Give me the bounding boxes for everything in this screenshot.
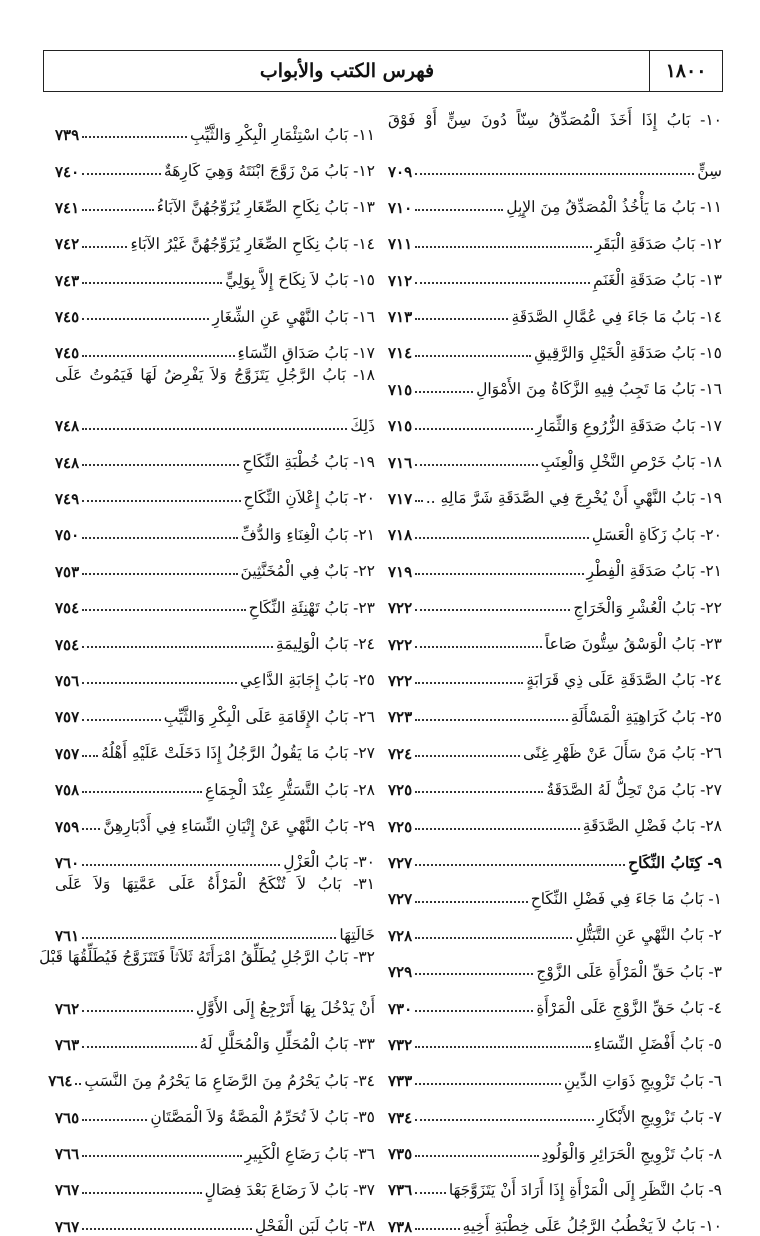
toc-entry [55,799,375,835]
toc-entry [388,254,722,290]
dot-leader [415,318,508,320]
toc-entry-page: ٧٢٧ [388,890,413,909]
dot-leader [415,1010,533,1012]
toc-entry [55,254,375,290]
toc-entry-title: ٢٦- بَابُ مَنْ سَأَلَ عَنْ ظَهْرِ غِنًى [523,744,722,763]
toc-entry-page: ٧٤٢ [55,235,80,254]
toc-entry-page: ٧٥٧ [55,708,80,727]
dot-leader [415,682,523,684]
toc-entry [55,326,375,362]
page-header [43,50,723,92]
toc-entry-title: ٣٠- بَابُ الْعَزْلِ [283,853,375,872]
toc-entry-title: ١٨- بَابُ خَرْصِ النَّخْلِ وَالْعِنَبِ [540,453,722,472]
dot-leader [415,755,520,757]
toc-entry [55,1127,375,1163]
toc-entry-title: ١٠- بَابُ إِذَا أَخَذَ الْمُصَدِّقُ سِنّاً دُونَ سِنٍّ أَوْ فَوْقَ [388,111,722,129]
dot-leader [82,318,209,320]
toc-entry-title: ١٧- بَابُ صَدَاقِ النِّسَاءِ [237,343,375,362]
dot-leader [82,682,237,684]
toc-entry-page: ٧٣٤ [388,1108,413,1127]
toc-entry [55,909,375,945]
toc-entry [48,1054,375,1091]
toc-entry-page: ٧٢٢ [388,635,413,654]
toc-entry-page: ٧١١ [388,235,413,254]
toc-entry-title: ٢٣- بَابُ تَهْنِئَةِ النِّكَاحِ [248,598,375,617]
toc-entry-title: ٢٠- بَابُ زَكَاةِ الْعَسَلِ [591,525,722,544]
toc-entry-page: ٧٥٩ [55,817,80,836]
dot-leader [415,282,590,284]
toc-entry-title: ٣٥- بَابُ لاَ تُحَرِّمُ الْمَصَّةُ وَلاَ الْمَصَّتَانِ [150,1108,375,1127]
toc-entry-title: ٢١- بَابُ الْغِنَاءِ وَالدُّفِّ [240,525,375,544]
toc-entry [388,436,722,472]
toc-entry-title: ٢٨- بَابُ فَضْلِ الصَّدَقَةِ [582,817,722,835]
toc-entry-title: ٢٣- بَابُ الْوَسْقُ سِتُّونَ صَاعاً [544,635,722,654]
toc-entry-title: ١- بَابُ مَا جَاءَ فِي فَضْلِ النِّكَاحِ [530,889,722,908]
toc-entry-title: ٢٥- بَابُ إِجَابَةِ الدَّاعِي [239,671,375,690]
dot-leader [82,428,347,430]
toc-entry-title: ٣٦- بَابُ رَضَاعِ الْكَبِيرِ [244,1144,375,1163]
toc-entry-title: ٩- كِتَابُ النِّكَاحِ [628,853,722,873]
toc-entry [388,909,722,945]
toc-entry [388,144,722,180]
dot-leader [82,500,240,502]
toc-entry-title: ذَلِكَ [350,416,375,435]
toc-entry-title: ٣٧- بَابُ لاَ رَضَاعَ بَعْدَ فِصَالٍ [204,1180,375,1199]
toc-entry [55,981,375,1017]
toc-entry-page: ٧٢٣ [388,708,413,727]
toc-entry [55,617,375,653]
toc-entry [55,508,375,544]
toc-entry [388,290,722,326]
toc-entry-page: ٧٢٥ [388,781,413,800]
toc-entry [55,763,375,799]
toc-entry-title: خَالَتِهَا [339,926,375,945]
toc-entry-title: ٣١- بَابُ لاَ تُنْكَحُ الْمَرْأَةُ عَلَى عَمَّتِهَا وَلاَ عَلَى [55,875,375,894]
toc-entry [388,763,722,799]
toc-entry [55,690,375,726]
toc-entry [388,508,722,544]
toc-entry-page: ٧٦١ [55,926,80,945]
toc-entry-page: ٧٤١ [55,198,80,217]
toc-entry-page: ٧٢٢ [388,672,413,690]
toc-entry [55,436,375,472]
toc-entry [55,181,375,217]
toc-entry [388,108,722,144]
toc-entry-page: ٧٦٢ [55,999,80,1018]
dot-leader [82,1192,201,1194]
toc-entry-page: ٧٢٤ [388,744,413,763]
toc-entry-page: ٧٤٥ [55,308,80,327]
toc-entry-page: ٧٦٧ [55,1217,80,1236]
toc-entry [388,654,722,690]
toc-entry-page: ٧٤٠ [55,162,80,181]
toc-entry [388,1163,722,1199]
toc-entry [388,690,722,726]
dot-leader [75,1083,81,1085]
dot-leader [415,1155,538,1157]
toc-entry-title: ٢- بَابُ النَّهْيِ عَنِ التَّبَتُّلِ [575,926,722,945]
toc-entry-page: ٧٥٣ [55,562,80,581]
toc-column-left [39,108,375,1236]
toc-entry [388,545,722,581]
toc-entry-page: ٧٦٦ [55,1145,80,1164]
toc-entry-title: ٧- بَابُ تَزْوِيجِ الأَبْكَارِ [597,1108,722,1127]
toc-entry-title: ١٤- بَابُ مَا جَاءَ فِي عُمَّالِ الصَّدَقَةِ [511,307,722,326]
toc-entry [388,1200,722,1236]
toc-entry [388,981,722,1017]
toc-entry-page: ٧٦٣ [55,1035,80,1054]
toc-entry-title: ١٩- بَابُ النَّهْيِ أَنْ يُخْرِجَ فِي الصَّدَقَةِ شَرَّ مَالِهِ .. [425,489,722,508]
toc-entry-title: ٢٢- بَابُ الْعُشْرِ وَالْخَرَاجِ [573,598,722,617]
toc-entry-title: ٣٣- بَابُ الْمُحَلِّلِ وَالْمُحَلَّلِ لَهُ [199,1035,375,1054]
toc-entry-page: ٧١٨ [388,526,413,545]
dot-leader [82,609,245,611]
dot-leader [415,1119,594,1121]
toc-entry-page: ٧١٤ [388,344,413,363]
dot-leader [415,646,542,648]
toc-entry [55,290,375,326]
page-title: فهرس الكتب والأبواب [259,60,435,82]
toc-entry-title: ١١- بَابُ اسْتِئْمَارِ الْبِكْرِ وَالثَّيِّبِ [190,125,375,144]
dot-leader [415,209,503,211]
dot-leader [82,1228,252,1230]
dot-leader [415,791,543,793]
toc-entry [388,727,722,763]
toc-entry-page: ٧٢٢ [388,599,413,618]
dot-leader [415,428,532,430]
toc-entry-title: ١٥- بَابُ لاَ نِكَاحَ إِلاَّ بِوَلِيٍّ [225,271,375,290]
toc-entry-title: ٣٤- بَابُ يَحْرُمُ مِنَ الرَّضَاعِ مَا يَحْرُمُ مِنَ النَّسَبِ [84,1071,375,1090]
dot-leader [415,609,570,611]
toc-entry-title: ٢٩- بَابُ النَّهْيِ عَنْ إِتْيَانِ النِّسَاءِ فِي أَدْبَارِهِنَّ [103,817,375,835]
toc-entry-title: سِنٍّ [697,161,722,180]
toc-entry-page: ٧٤٨ [55,417,80,436]
toc-entry-page: ٧٢٥ [388,817,413,836]
toc-entry [388,836,722,872]
toc-entry [388,326,722,362]
toc-entry-page: ٧١٦ [388,453,413,472]
toc-entry [55,545,375,581]
toc-entry [55,217,375,253]
toc-entry [55,727,375,763]
toc-entry-title: ٨- بَابُ تَزْوِيجِ الْحَرَائِرِ وَالْوَلُودِ [541,1144,722,1163]
toc-entry-page: ٧٥٧ [55,744,80,763]
toc-entry [388,217,722,253]
toc-entry-page: ٧٥٦ [55,672,80,690]
toc-entry-title: ٢٦- بَابُ الإِقَامَةِ عَلَى الْبِكْرِ وَالثَّيِّبِ [163,707,375,726]
toc-entry-page: ٧١٥ [388,380,413,399]
page-number: ١٨٠٠ [649,51,722,91]
toc-entry [388,363,722,399]
toc-entry [55,872,375,908]
dot-leader [415,573,583,575]
toc-entry-title: ٢٢- بَابٌ فِي الْمُخَنَّثِينَ [240,562,375,581]
dot-leader [415,537,589,539]
dot-leader [82,791,202,793]
toc-entry-page: ٧٤٥ [55,344,80,363]
dot-leader [82,136,187,138]
toc-entry-title: ١٨- بَابُ الرَّجُلِ يَتَزَوَّجُ وَلاَ يَفْرِضُ لَهَا فَيَمُوتُ عَلَى [55,365,375,384]
toc-entry [55,1163,375,1199]
toc-column-right [388,108,722,1236]
dot-leader [82,828,100,830]
dot-leader [415,1228,459,1230]
toc-entry-title: ٣- بَابُ حَقِّ الْمَرْأَةِ عَلَى الزَّوْجِ [536,962,722,981]
dot-leader [415,1083,561,1085]
dot-leader [82,646,273,648]
toc-entry-page: ٧٣٥ [388,1145,413,1164]
toc-entry-title: ٦- بَابُ تَزْوِيجِ ذَوَاتِ الدِّينِ [563,1071,722,1090]
toc-entry [55,363,375,399]
toc-entry-page: ٧٢٩ [388,963,413,982]
toc-entry-title: ٥- بَابُ أَفْضَلِ النِّسَاءِ [593,1035,722,1054]
toc-entry-page: ٧٠٩ [388,162,413,181]
toc-entry-page: ٧٣٠ [388,999,413,1018]
toc-entry [55,581,375,617]
toc-entry-title: ٣٨- بَابُ لَبَنِ الْفَحْلِ [254,1217,375,1236]
toc-entry-page: ٧٥٨ [55,781,80,800]
dot-leader [82,755,98,757]
dot-leader [82,355,234,357]
toc-entry-title: ١٧- بَابُ صَدَقَةِ الزُّرُوعِ وَالثِّمَارِ [535,416,722,435]
dot-leader [415,828,580,830]
dot-leader [415,355,531,357]
toc-entry-page: ٧٣٩ [55,126,80,145]
toc-entry [55,399,375,435]
toc-entry-page: ٧١٥ [388,417,413,436]
toc-entry [388,399,722,435]
toc-entry [388,1018,722,1054]
dot-leader [82,537,238,539]
toc-entry-title: ٢٥- بَابُ كَرَاهِيَةِ الْمَسْأَلَةِ [570,707,722,726]
toc-entry-title: ١٣- بَابُ صَدَقَةِ الْغَنَمِ [593,271,722,290]
toc-entry-page: ٧١٢ [388,271,413,290]
toc-entry-page: ٧٤٣ [55,271,80,290]
dot-leader [82,282,222,284]
toc-entry-title: ٩- بَابُ النَّظَرِ إِلَى الْمَرْأَةِ إِذَا أَرَادَ أَنْ يَتَزَوَّجَهَا [448,1180,722,1199]
toc-entry-page: ٧٤٨ [55,453,80,472]
dot-leader [415,1046,590,1048]
toc-entry-page: ٧٦٥ [55,1108,80,1127]
dot-leader [415,937,572,939]
toc-entry-title: ٤- بَابُ حَقِّ الزَّوْجِ عَلَى الْمَرْأَةِ [536,998,722,1017]
toc-entry-title: ١٠- بَابُ لاَ يَخْطُبُ الرَّجُلُ عَلَى خِطْبَةِ أَخِيهِ [462,1217,722,1236]
toc-entry-title: ١٢- بَابُ مَنْ زَوَّجَ ابْنَتَهُ وَهِيَ كَارِهَةٌ [163,161,375,180]
toc-entry [388,617,722,653]
toc-entry-title: ١٦- بَابُ مَا تَجِبُ فِيهِ الزَّكَاةُ مِنَ الأَمْوَالِ [476,380,722,399]
toc-entry-title: ٢٠- بَابُ إِعْلاَنِ النِّكَاحِ [243,489,375,508]
toc-entry-page: ٧٦٤ [48,1072,73,1091]
toc-entry-title: ١٦- بَابُ النَّهْيِ عَنِ الشِّغَارِ [212,307,375,326]
toc-entry-page: ٧٥٤ [55,635,80,654]
dot-leader [415,901,528,903]
dot-leader [82,246,127,248]
toc-entry-title: أَنْ يَدْخُلَ بِهَا أَتَرْجِعُ إِلَى الأَوَّلِ [195,998,375,1017]
toc-entry [55,654,375,690]
toc-entry [388,1054,722,1090]
toc-entry [388,945,722,981]
toc-entry-page: ٧١٧ [388,490,413,509]
dot-leader [82,864,280,866]
toc-entry-page: ٧٤٩ [55,490,80,509]
toc-entry-page: ٧١٩ [388,562,413,581]
toc-entry [388,799,722,835]
dot-leader [415,173,694,175]
toc-entry-page: ٧٦٠ [55,853,80,872]
toc-entry-title: ١٥- بَابُ صَدَقَةِ الْخَيْلِ وَالرَّقِيقِ [534,343,722,362]
toc-entry [55,836,375,872]
toc-entry-title: ١٤- بَابُ نِكَاحِ الصِّغَارِ يُزَوِّجُهُنَّ غَيْرُ الآبَاءِ [130,234,375,253]
toc-entry-title: ٣٢- بَابُ الرَّجُلِ يُطَلِّقُ امْرَأَتَهُ ثَلاَثاً فَتَتَزَوَّجُ فَيُطَلِّقُهَا قَبْلَ [39,947,375,966]
toc-entry [388,872,722,908]
dot-leader [82,1155,241,1157]
dot-leader [82,937,336,939]
toc-entry-title: ١١- بَابُ مَا يَأْخُذُ الْمُصَدِّقُ مِنَ الإِبِلِ [506,198,722,217]
toc-entry-page: ٧٣٢ [388,1035,413,1054]
dot-leader [415,464,537,466]
toc-entry-title: ٢٧- بَابُ مَنْ تَحِلُّ لَهُ الصَّدَقَةُ [546,780,722,799]
toc-entry-page: ٧٣٨ [388,1217,413,1236]
toc-entry-page: ٧١٣ [388,308,413,327]
dot-leader [415,973,533,975]
dot-leader [82,1046,196,1048]
toc-entry-title: ٢١- بَابُ صَدَقَةِ الْفِطْرِ [586,562,722,581]
dot-leader [415,1192,446,1194]
dot-leader [82,719,161,721]
toc-entry-title: ٢٨- بَابُ التَّسَتُّرِ عِنْدَ الْجِمَاعِ [204,780,375,799]
toc-entry [55,108,375,144]
toc-entry-page: ٧٣٣ [388,1072,413,1091]
toc-entry [388,1127,722,1163]
toc-entry [388,581,722,617]
toc-entry-page: ٧١٠ [388,198,413,217]
toc-entry-title: ٢٤- بَابُ الْوَلِيمَةِ [275,635,375,654]
dot-leader [82,209,154,211]
toc-entry-page: ٧٣٦ [388,1181,413,1200]
toc-entry-title: ٢٤- بَابُ الصَّدَقَةِ عَلَى ذِي قَرَابَةٍ [526,671,722,690]
toc-entry-page: ٧٢٨ [388,926,413,945]
toc-entry [388,181,722,217]
toc-entry-page: ٧٥٤ [55,599,80,618]
toc-entry [39,945,375,981]
toc-entry [388,472,722,508]
toc-entry-title: ١٢- بَابُ صَدَقَةِ الْبَقَرِ [594,234,722,253]
dot-leader [415,391,473,393]
toc-entry [55,144,375,180]
dot-leader [82,573,237,575]
dot-leader [82,464,239,466]
toc-entry [55,472,375,508]
toc-entry-page: ٧٢٧ [388,853,413,872]
toc-entry [55,1200,375,1236]
dot-leader [82,173,161,175]
toc-entry-page: ٧٥٠ [55,526,80,545]
dot-leader [415,246,591,248]
toc-entry-page: ٧٦٧ [55,1181,80,1200]
toc-entry-title: ٢٧- بَابُ مَا يَقُولُ الرَّجُلُ إِذَا دَخَلَتْ عَلَيْهِ أَهْلُهُ [101,744,375,763]
dot-leader [82,1119,147,1121]
toc-entry-title: ١٩- بَابُ خُطْبَةِ النِّكَاحِ [242,453,375,472]
dot-leader [415,500,423,502]
toc-entry-title: ١٣- بَابُ نِكَاحِ الصِّغَارِ يُزَوِّجُهُنَّ الآبَاءُ [156,198,375,217]
dot-leader [415,864,625,866]
dot-leader [415,719,568,721]
toc-entry [55,1018,375,1054]
dot-leader [82,1010,193,1012]
